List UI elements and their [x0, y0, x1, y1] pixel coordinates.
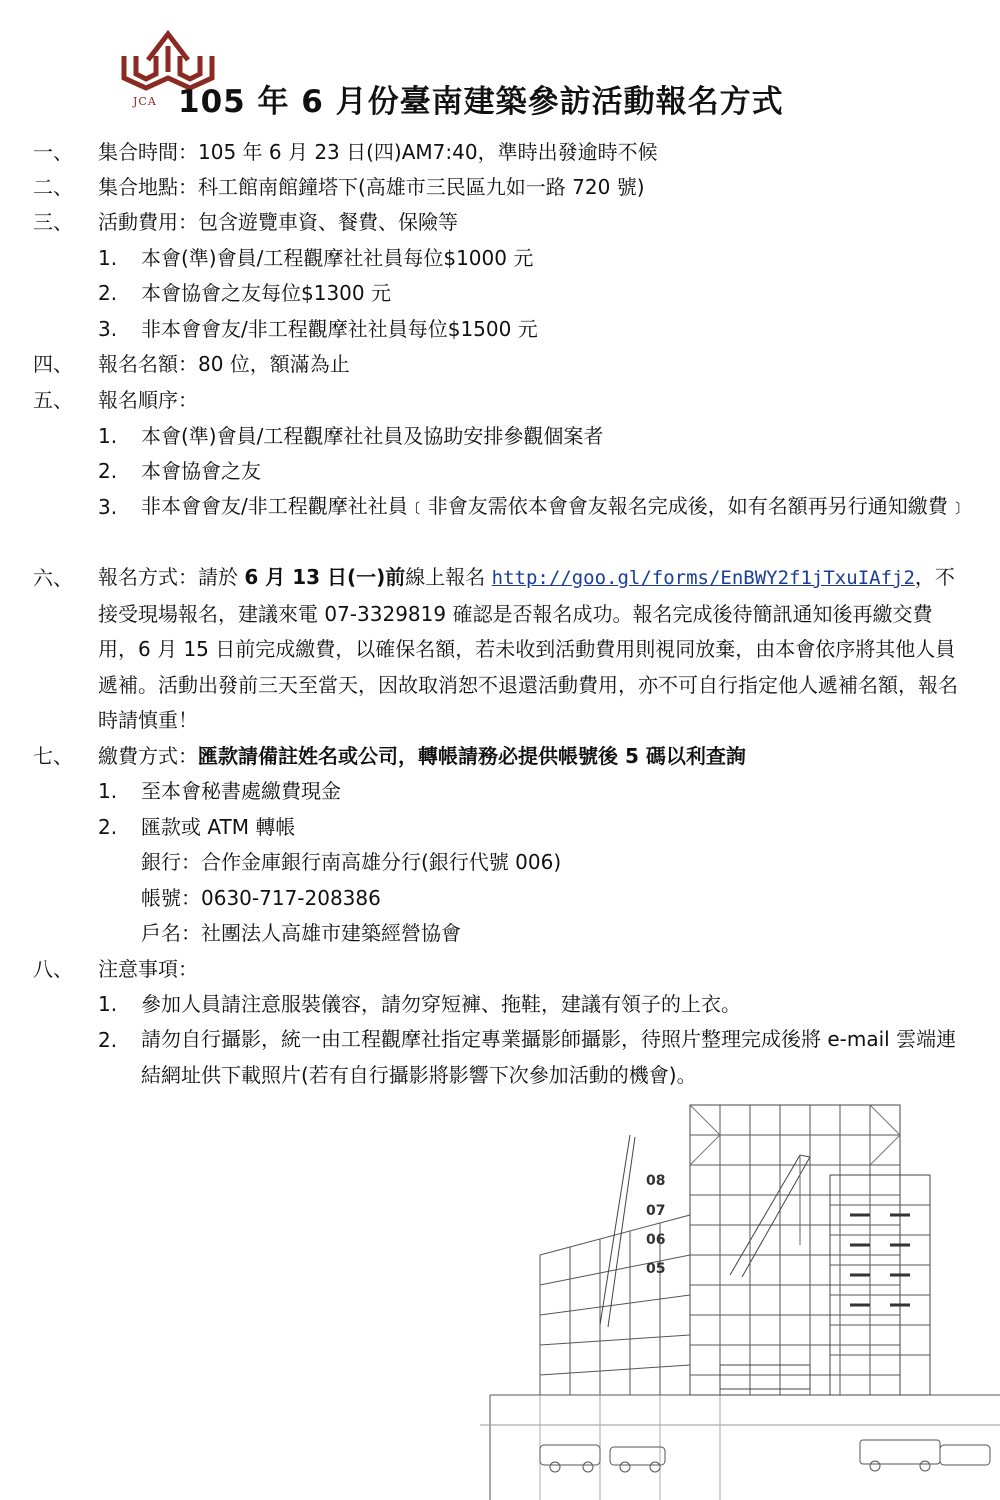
list-item: 本會(準)會員/工程觀摩社社員每位$1000 元	[141, 246, 534, 270]
registration-method	[98, 560, 968, 739]
section-number: 四、	[33, 352, 73, 376]
list-item: 本會協會之友	[141, 459, 261, 483]
list-item: 非本會會友/非工程觀摩社社員﹝非會友需依本會會友報名完成後，如有名額再另行通知繳費﹞	[141, 494, 968, 518]
value: 80 位，額滿為止	[198, 352, 350, 376]
page-title: 105 年 6 月份臺南建築參訪活動報名方式	[178, 84, 784, 120]
section-number: 一、	[33, 140, 73, 164]
floor-label: 07	[646, 1203, 666, 1219]
list-number: 1.	[98, 424, 118, 448]
deadline: 6 月 13 日(一)前	[244, 565, 406, 589]
section-number: 二、	[33, 175, 73, 199]
label: 報名方式：	[98, 565, 198, 589]
floor-label: 05	[646, 1261, 666, 1277]
registration-link[interactable]: http://goo.gl/forms/EnBWY2f1jTxuIAfj2	[491, 567, 915, 589]
list-number: 1.	[98, 246, 118, 270]
section-number: 八、	[33, 957, 73, 981]
label: 集合地點：	[98, 175, 198, 199]
list-item: 本會(準)會員/工程觀摩社社員及協助安排參觀個案者	[141, 424, 604, 448]
section-number: 三、	[33, 210, 73, 234]
list-number: 3.	[98, 495, 118, 519]
quota	[98, 350, 350, 378]
list-number: 1.	[98, 779, 118, 803]
meeting-place	[98, 173, 645, 201]
value: 科工館南館鐘塔下(高雄市三民區九如一路 720 號)	[198, 175, 645, 199]
text: ，不接受現場報名，建議來電 07-3329819 確認是否報名成功。報名完成後待簡訊通知後再繳交費用，6 月 15 日前完成繳費，以確保名額，若未收到活動費用則視同放棄，由本會依序將其他人員遞補。活動出發前三天至當天，因故取消恕不退還活動費用，亦不可自行指定他人遞補名額，報名時請慎重！	[98, 565, 958, 732]
registration-order: 報名順序：	[98, 388, 198, 412]
payment-method	[98, 742, 746, 770]
account-holder: 戶名：社團法人高雄市建築經營協會	[141, 921, 461, 945]
label: 繳費方式：	[98, 744, 198, 768]
value: 105 年 6 月 23 日(四)AM7:40，準時出發逾時不候	[198, 140, 658, 164]
floor-label: 06	[646, 1232, 666, 1248]
list-item: 至本會秘書處繳費現金	[141, 779, 341, 803]
list-number: 2.	[98, 815, 118, 839]
payment-note: 匯款請備註姓名或公司，轉帳請務必提供帳號後 5 碼以利查詢	[198, 744, 746, 768]
section-number: 五、	[33, 388, 73, 412]
list-item: 本會協會之友每位$1300 元	[141, 281, 391, 305]
label: 報名名額：	[98, 352, 198, 376]
bank-info: 銀行：合作金庫銀行南高雄分行(銀行代號 006)	[141, 850, 562, 874]
account-number: 帳號：0630-717-208386	[141, 886, 381, 910]
section-number: 七、	[33, 744, 73, 768]
label: 集合時間：	[98, 140, 198, 164]
list-number: 3.	[98, 317, 118, 341]
list-number: 2.	[98, 281, 118, 305]
value: 包含遊覽車資、餐費、保險等	[198, 210, 458, 234]
text: 請於	[198, 565, 245, 589]
list-number: 2.	[98, 1028, 118, 1052]
building-construction-illustration	[480, 1095, 1000, 1500]
list-item: 非本會會友/非工程觀摩社社員每位$1500 元	[141, 317, 538, 341]
list-item: 匯款或 ATM 轉帳	[141, 815, 296, 839]
meeting-time	[98, 138, 658, 166]
activity-fee	[98, 208, 458, 236]
floor-label: 08	[646, 1173, 666, 1189]
list-number: 2.	[98, 459, 118, 483]
list-item: 參加人員請注意服裝儀容，請勿穿短褲、拖鞋，建議有領子的上衣。	[141, 992, 741, 1016]
list-item: 請勿自行攝影，統一由工程觀摩社指定專業攝影師攝影，待照片整理完成後將 e-mail 雲端連結網址供下載照片(若有自行攝影將影響下次參加活動的機會)。	[141, 1027, 957, 1087]
notes: 注意事項：	[98, 957, 198, 981]
text: 線上報名	[405, 565, 492, 589]
list-number: 1.	[98, 992, 118, 1016]
label: 活動費用：	[98, 210, 198, 234]
section-number: 六、	[33, 566, 73, 590]
logo-text: JCA	[133, 95, 157, 108]
